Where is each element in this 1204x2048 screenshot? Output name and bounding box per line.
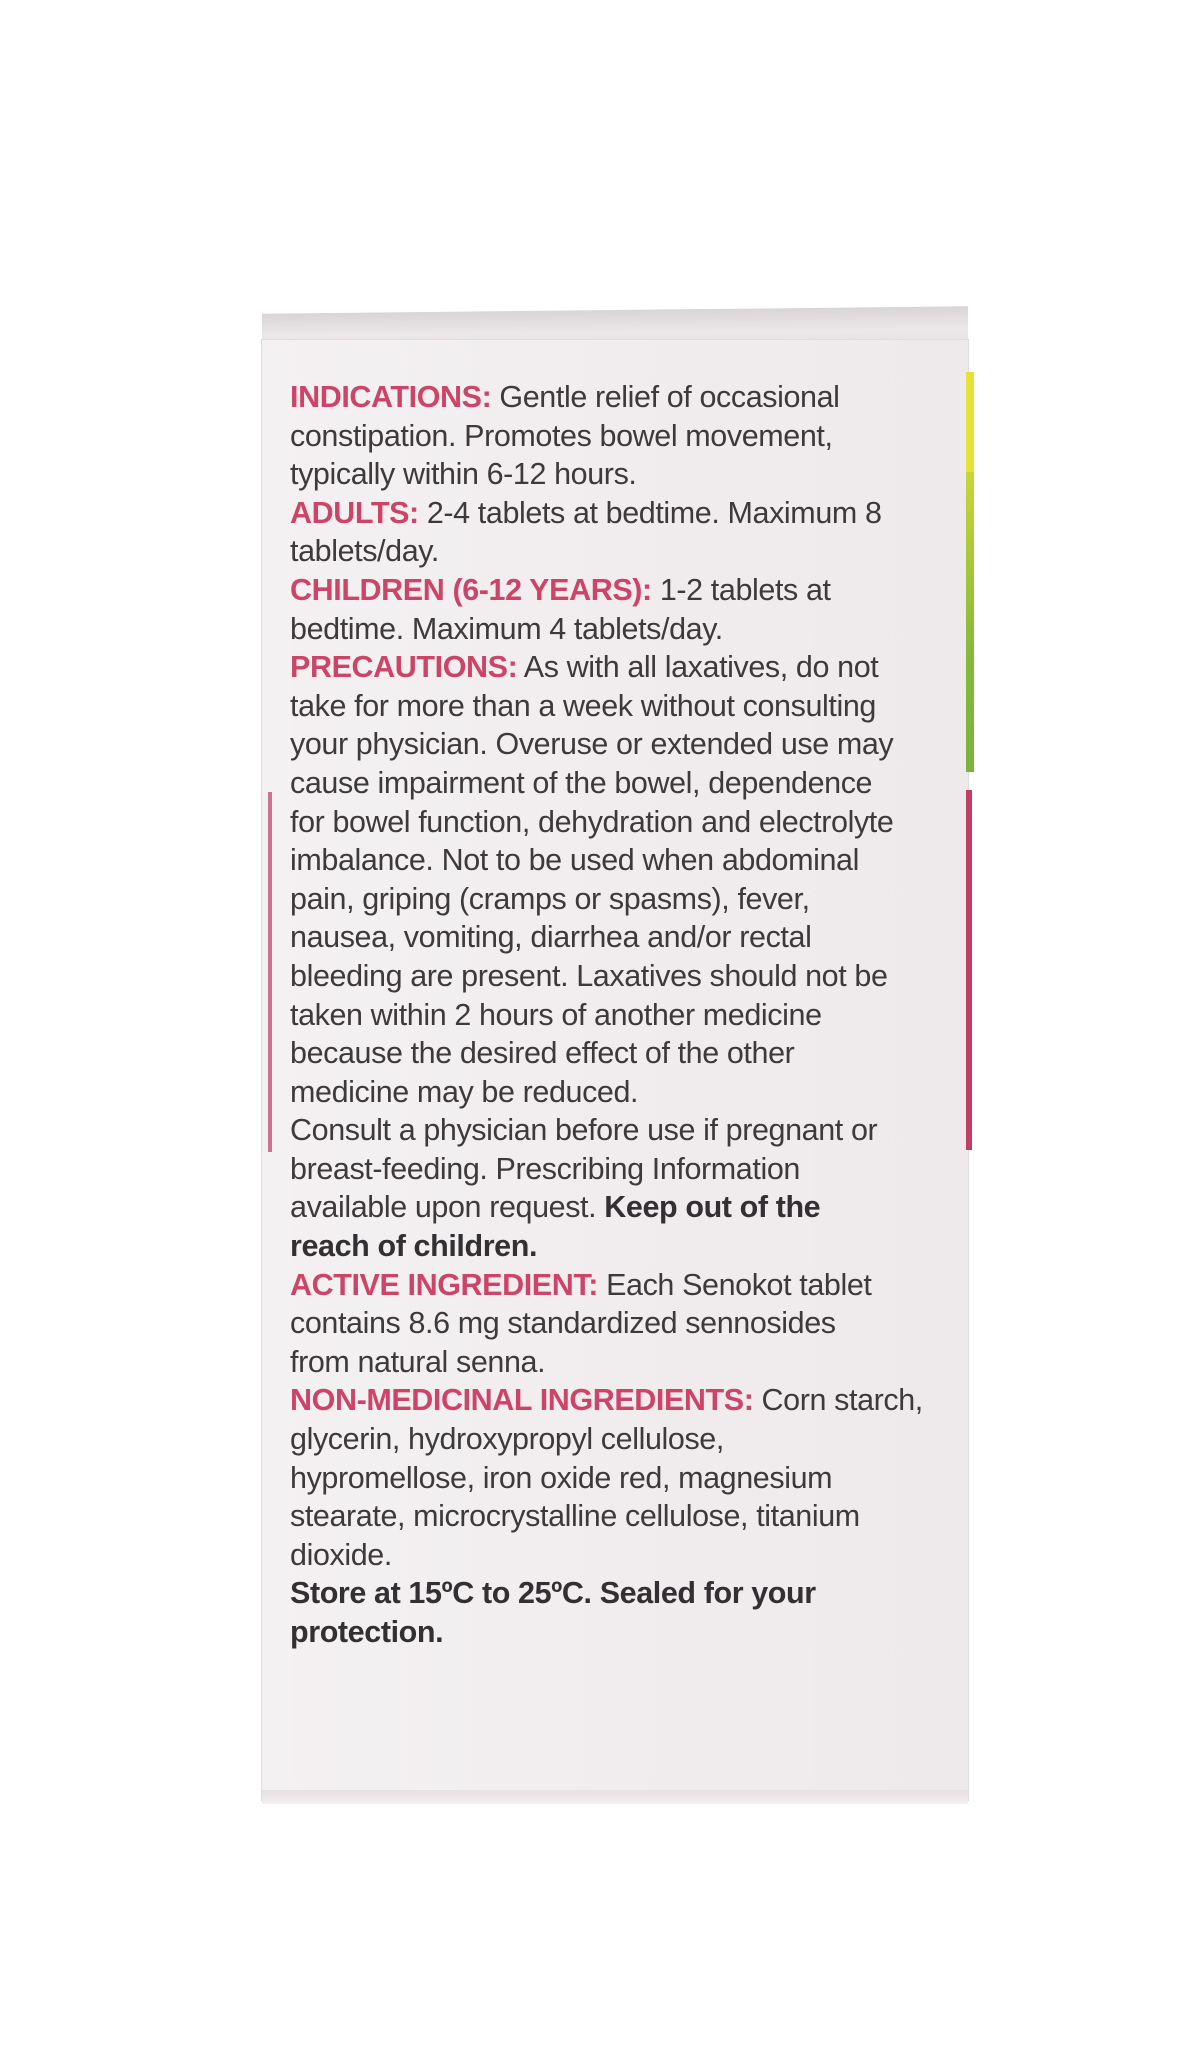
storage-line-1: Store at 15ºC to 25ºC. Sealed for your: [290, 1576, 816, 1611]
precautions-heading: PRECAUTIONS:: [290, 650, 518, 685]
indications-heading: INDICATIONS:: [290, 380, 492, 414]
precautions-line-2: take for more than a week without consulting: [290, 688, 876, 723]
consult-request-text: available upon request.: [290, 1190, 605, 1225]
children-line-2: bedtime. Maximum 4 tablets/day.: [290, 611, 723, 646]
precautions-line-3: your physician. Overuse or extended use may: [290, 727, 894, 762]
non-medicinal-line-2: glycerin, hydroxypropyl cellulose,: [290, 1422, 724, 1457]
adjacent-face-pink-edge: [966, 790, 972, 1150]
indications-line-2: constipation. Promotes bowel movement,: [290, 418, 833, 453]
indications-text: Gentle relief of occasional: [491, 380, 840, 414]
precautions-line-8: nausea, vomiting, diarrhea and/or rectal: [290, 920, 812, 955]
precautions-line-11: because the desired effect of the other: [290, 1036, 795, 1071]
adults-line-2: tablets/day.: [290, 534, 439, 569]
non-medicinal-line-3: hypromellose, iron oxide red, magnesium: [290, 1460, 833, 1495]
precautions-line-12: medicine may be reduced.: [290, 1074, 639, 1109]
precautions-line-1: [290, 648, 962, 687]
indications-line-3: typically within 6-12 hours.: [290, 457, 637, 492]
indications-line-1: [290, 378, 962, 417]
non-medicinal-line-5: dioxide.: [290, 1537, 392, 1572]
consult-line-3: [290, 1188, 962, 1227]
consult-line-1: Consult a physician before use if pregnant or: [290, 1113, 878, 1148]
active-line-1: [290, 1266, 962, 1305]
precautions-line-10: taken within 2 hours of another medicine: [290, 997, 822, 1032]
left-face-pink-edge: [268, 792, 272, 1152]
label-text-block: [290, 378, 962, 1652]
adults-text: 2-4 tablets at bedtime. Maximum 8: [418, 495, 882, 530]
active-ingredient-heading: ACTIVE INGREDIENT:: [290, 1267, 598, 1302]
precautions-line-5: for bowel function, dehydration and electrolyte: [290, 804, 894, 839]
children-text: 1-2 tablets at: [651, 572, 831, 607]
non-medicinal-text: Corn starch,: [753, 1383, 923, 1418]
precautions-line-7: pain, griping (cramps or spasms), fever,: [290, 881, 810, 916]
non-medicinal-heading: NON-MEDICINAL INGREDIENTS:: [290, 1383, 754, 1418]
active-line-3: from natural senna.: [290, 1344, 546, 1379]
consult-line-2: breast-feeding. Prescribing Information: [290, 1151, 800, 1186]
adults-heading: ADULTS:: [290, 495, 419, 530]
adjacent-face-yellow-edge: [966, 372, 974, 472]
consult-line-4: reach of children.: [290, 1229, 538, 1264]
precautions-line-4: cause impairment of the bowel, dependence: [290, 765, 873, 800]
active-line-2: contains 8.6 mg standardized sennosides: [290, 1306, 836, 1341]
active-ingredient-text: Each Senokot tablet: [598, 1267, 872, 1302]
precautions-text: As with all laxatives, do not: [517, 650, 879, 685]
precautions-line-6: imbalance. Not to be used when abdominal: [290, 843, 859, 878]
children-heading: CHILDREN (6-12 YEARS):: [290, 572, 652, 607]
keep-out-warning: Keep out of the: [604, 1190, 821, 1225]
non-medicinal-line-4: stearate, microcrystalline cellulose, titanium: [290, 1499, 860, 1534]
box-bottom-edge: [262, 1790, 968, 1804]
adults-line-1: [290, 494, 962, 533]
precautions-line-9: bleeding are present. Laxatives should not be: [290, 958, 888, 993]
children-line-1: [290, 571, 962, 610]
adjacent-face-green-edge: [966, 472, 974, 772]
non-medicinal-line-1: [290, 1381, 962, 1420]
storage-line-2: protection.: [290, 1615, 444, 1649]
